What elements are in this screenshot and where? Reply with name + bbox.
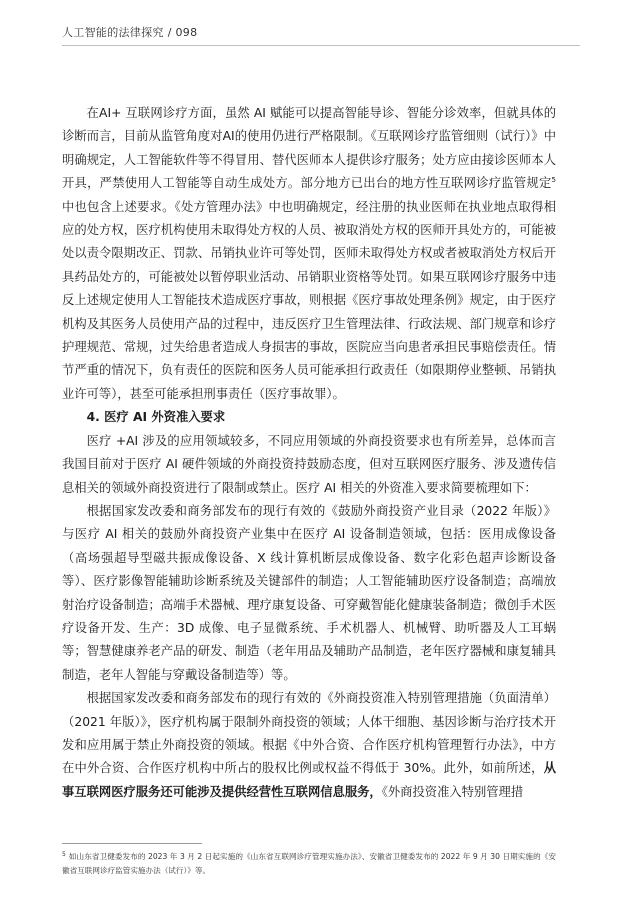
paragraph-text: 根据国家发改委和商务部发布的现行有效的《外商投资准入特别管理措施（负面清单）（2021 年版）》，医疗机构属于限制外商投资的领域；人体干细胞、基因诊断与治疗技术开发和应用属于禁止外商投资的领域。根据《中外合资、合作医疗机构管理暂行办法》，中方在中外合资、合作医疗机构中所占的股权比例或权益不得低于 30%。此外，如前所述， [62,691,556,776]
footnote [62,850,556,878]
footnote-ref[interactable]: 5 [551,176,556,185]
paragraph-text: 《外商投资准入特别管理措 [381,784,524,799]
paragraph-encouraged-catalogue: 根据国家发改委和商务部发布的现行有效的《鼓励外商投资产业目录（2022 年版）》与医疗 AI 相关的鼓励外商投资产业集中在医疗 AI 设备制造领域，包括：医用成像设备（高场强超导型磁共振成像设备、X 线计算机断层成像设备、数字化彩色超声诊断设备等）、医疗影像智能辅助诊断系统及关键部件的制造；人工智能辅助医疗设备制造；高端放射治疗设备制造；高端手术器械、理疗康复设备、可穿戴智能化健康装备制造；微创手术医疗设备开发、生产：3D 成像、电子显微系统、手术机器人、机械臂、助听器及人工耳蜗等；智慧健康养老产品的研发、制造（老年用品及辅助产品制造，老年医疗器械和康复辅具制造，老年人智能与穿戴设备制造等）等。 [62,503,556,682]
section-heading: 4. 医疗 AI 外资准入要求 [86,410,226,425]
footnote-number: 5 [62,851,66,858]
paragraph-foreign-investment-intro: 医疗 +AI 涉及的应用领域较多，不同应用领域的外商投资要求也有所差异，总体而言我国目前对于医疗 AI 硬件领域的外商投资持鼓励态度，但对互联网医疗服务、涉及遗传信息相关的领域外商投资进行了限制或禁止。医疗 AI 相关的外资准入要求简要梳理如下： [62,433,556,495]
footnote-divider [62,843,202,844]
paragraph-text: 中也包含上述要求。《处方管理办法》中也明确规定，经注册的执业医师在执业地点取得相应的处方权，医疗机构使用未取得处方权的人员、被取消处方权的医师开具处方的，可能被处以责令限期改正、罚款、吊销执业许可等处罚，医师未取得处方权或者被取消处方权后开具药品处方的，可能被处以暂停职业活动、吊销职业资格等处罚。如果互联网诊疗服务中违反上述规定使用人工智能技术造成医疗事故，则根据《医疗事故处理条例》规定，由于医疗机构及其医务人员使用产品的过程中，违反医疗卫生管理法律、行政法规、部门规章和诊疗护理规范、常规，过失给患者造成人身损害的事故，医院应当向患者承担民事赔偿责任。情节严重的情况下，负有责任的医院和医务人员可能承担行政责任（如限期停业整顿、吊销执业许可等），甚至可能承担刑事责任（医疗事故罪）。 [62,199,556,401]
paragraph-text-bold: 从事互联网医疗服务还可能涉及提供经营性互联网信息服务， [62,761,556,799]
paragraph-text: 在AI+ 互联网诊疗方面，虽然 AI 赋能可以提高智能导诊、智能分诊效率，但就具体的诊断而言，目前从监管角度对AI的使用仍进行严格限制。《互联网诊疗监管细则（试行）》中明确规定，人工智能软件等不得冒用、替代医师本人提供诊疗服务；处方应由接诊医师本人开具，严禁使用人工智能等自动生成处方。部分地方已出台的地方性互联网诊疗监管规定 [62,106,556,191]
footnote-text: 如山东省卫健委发布的 2023 年 3 月 2 日起实施的《山东省互联网诊疗管理实施办法》、安徽省卫健委发布的 2022 年 9 月 30 日期实施的《安徽省互联网诊疗监管实施办法（试行）》等。 [62,852,556,875]
paragraph-negative-list [62,687,556,804]
header-divider [62,45,580,46]
running-header [62,24,197,40]
page-number: / 098 [167,26,198,39]
book-title: 人工智能的法律探究 [62,26,164,39]
main-body [62,102,556,804]
paragraph-internet-diagnosis [62,102,556,406]
